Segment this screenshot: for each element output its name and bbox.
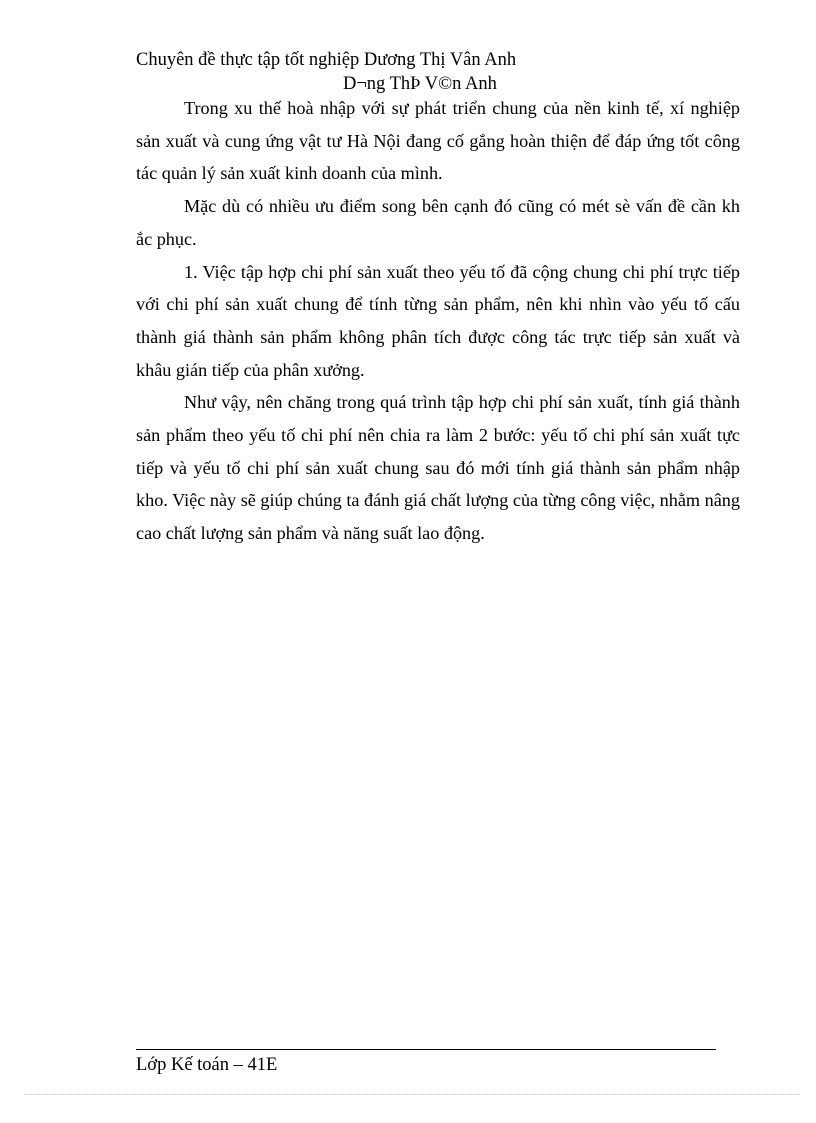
paragraph: 1. Việc tập hợp chi phí sản xuất theo yếu tố đã cộng chung chi phí trực tiếp với chi phí sản xuất chung để tính từng sản phẩm, nên khi nhìn vào yếu tố cấu thành giá thành sản phẩm không phân tích được công tác trực tiếp sản xuất và khâu gián tiếp của phân xưởng. [136,261,740,380]
page-bottom-dotted-divider [24,1094,800,1095]
header-title: Chuyên đề thực tập tốt nghiệp Dương Thị Vân Anh [136,50,517,70]
paragraph: Mặc dù có nhiều ưu điểm song bên cạnh đó cũng có mét sè vấn đề cần kh ắc phục. [136,196,740,249]
footer-divider [136,1049,716,1050]
footer-class-label: Lớp Kế toán – 41E [136,1055,278,1075]
paragraph: Như vậy, nên chăng trong quá trình tập hợp chi phí sản xuất, tính giá thành sản phẩm theo yếu tố chi phí nên chia ra làm 2 bước: yếu tố chi phí sản xuất tực tiếp và yếu tố chi phí sản xuất chung sau đó mới tính giá thành sản phẩm nhập kho. Việc này sẽ giúp chúng ta đánh giá chất lượng của từng công việc, nhằm nâng cao chất lượng sản phẩm và năng suất lao động. [136,392,740,544]
paragraph: Trong xu thế hoà nhập với sự phát triển chung của nền kinh tế, xí nghiệp sản xuất và cung ứng vật tư Hà Nội đang cố gắng hoàn thiện để đáp ứng tốt công tác quản lý sản xuất kinh doanh của mình. [136,98,740,184]
header-garbled-name: D¬ng ThÞ V©n Anh [343,74,497,94]
body-text [136,92,740,550]
